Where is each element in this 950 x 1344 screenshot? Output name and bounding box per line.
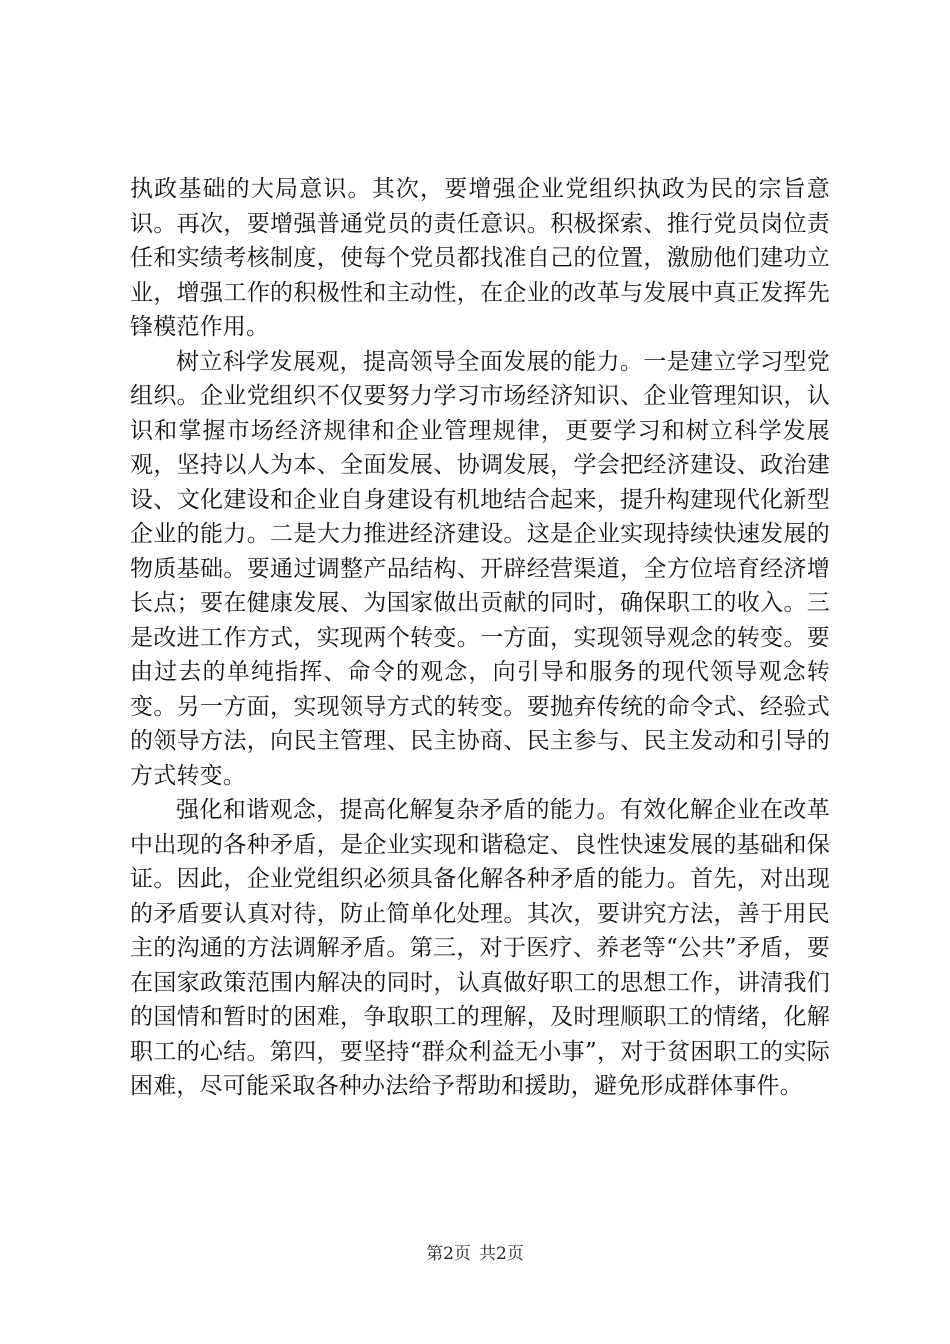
paragraph-2: 树立科学发展观，提高领导全面发展的能力。一是建立学习型党组织。企业党组织不仅要努力学习市场经济知识、企业管理知识，认识和掌握市场经济规律和企业管理规律，更要学习和树立科学发展观，坚持以人为本、全面发展、协调发展，学会把经济建设、政治建设、文化建设和企业自身建设有机地结合起来，提升构建现代化新型企业的能力。二是大力推进经济建设。这是企业实现持续快速发展的物质基础。要通过调整产品结构、开辟经营渠道，全方位培育经济增长点；要在健康发展、为国家做出贡献的同时，确保职工的收入。三是改进工作方式，实现两个转变。一方面，实现领导观念的转变。要由过去的单纯指挥、命令的观念，向引导和服务的现代领导观念转变。另一方面，实现领导方式的转变。要抛弃传统的命令式、经验式的领导方法，向民主管理、民主协商、民主参与、民主发动和引导的方式转变。: [130, 348, 830, 789]
page-number-total: 共2页: [479, 1244, 524, 1264]
paragraph-1: 执政基础的大局意识。其次，要增强企业党组织执政为民的宗旨意识。再次，要增强普通党员的责任意识。积极探索、推行党员岗位责任和实绩考核制度，使每个党员都找准自己的位置，激励他们建功立业，增强工作的积极性和主动性，在企业的改革与发展中真正发挥先锋模范作用。: [130, 176, 830, 340]
paragraph-3: 强化和谐观念，提高化解复杂矛盾的能力。有效化解企业在改革中出现的各种矛盾，是企业实现和谐稳定、良性快速发展的基础和保证。因此，企业党组织必须具备化解各种矛盾的能力。首先，对出现的矛盾要认真对待，防止简单化处理。其次，要讲究方法，善于用民主的沟通的方法调解矛盾。第三，对于医疗、养老等“公共”矛盾，要在国家政策范围内解决的同时，认真做好职工的思想工作，讲清我们的国情和暂时的困难，争取职工的理解，及时理顺职工的情绪，化解职工的心结。第四，要坚持“群众利益无小事”，对于贫困职工的实际困难，尽可能采取各种办法给予帮助和援助，避免形成群体事件。: [130, 797, 830, 1099]
page-footer: [0, 1243, 950, 1265]
page-number-current: 第2页: [426, 1244, 471, 1264]
document-body: [130, 172, 830, 1104]
